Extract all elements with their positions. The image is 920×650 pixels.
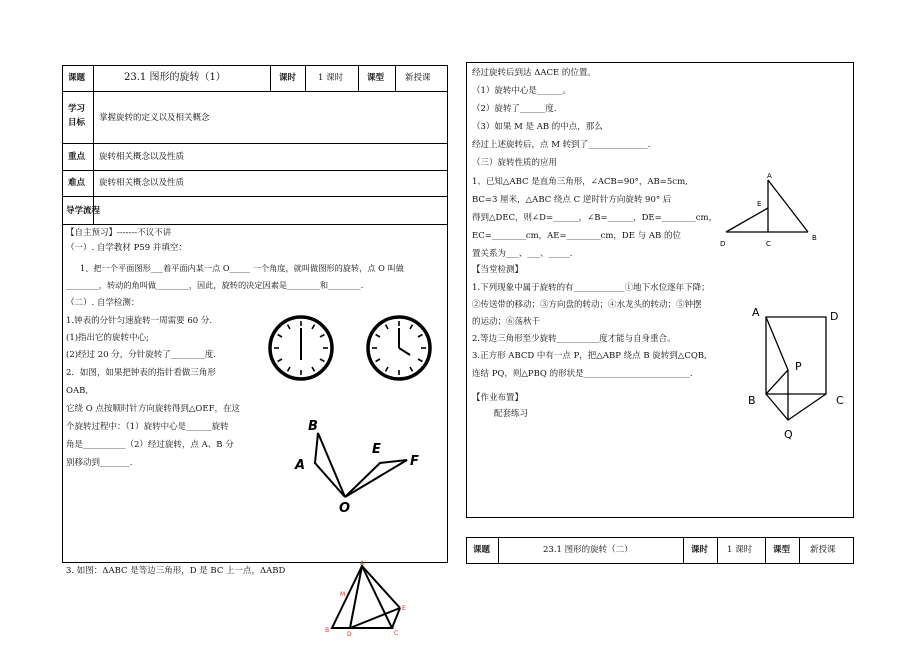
label-b: B <box>308 419 318 434</box>
q2-line3: (2)经过 20 分，分针旋转了________度. <box>66 350 216 360</box>
footer-kexing-value: 新授课 <box>810 545 836 555</box>
q3-line1: 2．如图，如果把钟表的指针看做三角形 <box>66 368 216 378</box>
tri-label-m: M <box>340 591 346 598</box>
difficulty-label: 难点 <box>68 178 86 188</box>
self-preview-heading: 【自主预习】-------不议不讲 <box>66 228 172 238</box>
square-figure-abcd <box>740 300 852 445</box>
footer-keshi-value: 1 课时 <box>727 545 753 555</box>
r8: BC=3 厘米，△ABC 绕点 C 逆时针方向旋转 90° 后 <box>472 195 672 205</box>
q4-line: 3. 如图：ΔABC 是等边三角形，D 是 BC 上一点，ΔABD <box>66 566 286 576</box>
label-f: F <box>410 454 419 469</box>
right-triangle-figure <box>716 168 826 250</box>
difficulty-text: 旋转相关概念以及性质 <box>99 178 185 188</box>
triangle-figure-abc <box>320 558 415 638</box>
rt-label-c: C <box>766 240 771 248</box>
footer-kexing-label: 课型 <box>773 545 791 555</box>
clock-figure-1 <box>267 314 335 382</box>
footer-keti-label: 课题 <box>473 545 491 555</box>
label-o: O <box>339 501 351 515</box>
sq-label-p: P <box>795 360 802 373</box>
q3-line2: OAB, <box>66 386 89 396</box>
r2: （1）旋转中心是______。 <box>472 86 571 96</box>
r4: （3）如果 M 是 AB 的中点，那么 <box>472 122 603 132</box>
r6: （三）旋转性质的应用 <box>472 158 558 168</box>
r18: 连结 PQ，则△PBQ 的形状是_________________________. <box>472 369 693 379</box>
tri-label-b: B <box>325 627 330 634</box>
label-a: A <box>295 458 306 473</box>
rt-label-e: E <box>757 200 762 208</box>
sq-label-a: A <box>752 306 760 319</box>
q1-line1: 1、把一个平面图形___着平面内某一点 O_____ 一个角度，就叫做图形的旋转，点 O 叫做 <box>80 263 404 273</box>
r1: 经过旋转后到达 ΔACE 的位置。 <box>472 68 596 78</box>
q1-line2: ________，转动的角叫做________，因此，旋转的决定因素是________和________. <box>66 280 364 290</box>
r11: 置关系为___、___、_____. <box>472 249 573 259</box>
clock-figure-2 <box>365 314 433 382</box>
footer-lesson-title: 23.1 图形的旋转（二） <box>543 545 633 555</box>
r10: EC=________cm，AE=________cm，DE 与 AB 的位 <box>472 231 681 241</box>
tri-label-e: E <box>402 605 406 612</box>
sq-label-b: B <box>748 394 756 407</box>
keti-label: 课题 <box>68 73 86 83</box>
objectives-label-2: 目标 <box>68 118 86 128</box>
tri-label-c: C <box>394 630 399 637</box>
section1-heading: （一）. 自学教材 P59 并填空： <box>66 243 187 253</box>
r17: 3.正方形 ABCD 中有一点 P，把△ABP 绕点 B 旋转到△CQB, <box>472 351 707 361</box>
sq-label-c: C <box>836 394 844 407</box>
r7: 1、已知△ABC 是直角三角形，∠ACB=90°，AB=5cm, <box>472 177 688 187</box>
r5: 经过上述旋转后，点 M 转到了______________. <box>472 140 651 150</box>
tri-label-d: D <box>347 631 352 638</box>
q3-line5: 角是__________（2）经过旋转，点 A、B 分 <box>66 440 234 450</box>
keshi-label: 课时 <box>279 73 297 83</box>
r14: ②传送带的移动；③方向盘的转动；④水龙头的转动；⑤钟摆 <box>472 300 702 310</box>
section2-heading: （二）. 自学检测： <box>66 298 140 308</box>
q3-line4: 个旋转过程中：（1）旋转中心是______旋转 <box>66 422 229 432</box>
rt-label-a: A <box>767 172 772 180</box>
flow-title: 导学流程 <box>66 206 101 216</box>
r16: 2.等边三角形至少旋转__________度才能与自身重合。 <box>472 334 676 344</box>
keshi-value: 1 课时 <box>318 73 344 83</box>
label-e: E <box>372 442 381 457</box>
key-point-text: 旋转相关概念以及性质 <box>99 152 185 162</box>
kexing-label: 课型 <box>367 73 385 83</box>
sq-label-q: Q <box>784 428 793 441</box>
r3: （2）旋转了______度. <box>472 104 557 114</box>
r9: 得到△DEC，则∠D=______，∠B=______，DE=________cm， <box>472 213 718 223</box>
q2-line2: (1)指出它的旋转中心; <box>66 333 149 343</box>
rt-label-b: B <box>812 234 817 242</box>
tri-label-a: A <box>360 560 365 567</box>
r15: 的运动；⑥荡秋千 <box>472 317 541 327</box>
q2-line1: 1.钟表的分针匀速旋转一周需要 60 分. <box>66 316 213 326</box>
objectives-text: 掌握旋转的定义以及相关概念 <box>99 113 210 123</box>
rotation-figure-oab <box>290 415 430 515</box>
r13: 1.下列现象中属于旋转的有____________①地下水位逐年下降； <box>472 283 710 293</box>
kexing-value: 新授课 <box>405 73 431 83</box>
r19: 【作业布置】 <box>472 393 524 403</box>
r20: 配套练习 <box>494 409 529 419</box>
key-point-label: 重点 <box>68 152 86 162</box>
rt-label-d: D <box>720 240 726 248</box>
lesson-title: 23.1 图形的旋转（1） <box>124 72 226 83</box>
sq-label-d: D <box>830 310 839 323</box>
footer-keshi-label: 课时 <box>691 545 709 555</box>
q3-line3: 它绕 O 点按顺时针方向旋转得到△OEF，在这 <box>66 404 240 414</box>
objectives-label: 学习 <box>68 104 86 114</box>
r12: 【当堂检测】 <box>472 265 524 275</box>
q3-line6: 别移动到_______. <box>66 458 133 468</box>
